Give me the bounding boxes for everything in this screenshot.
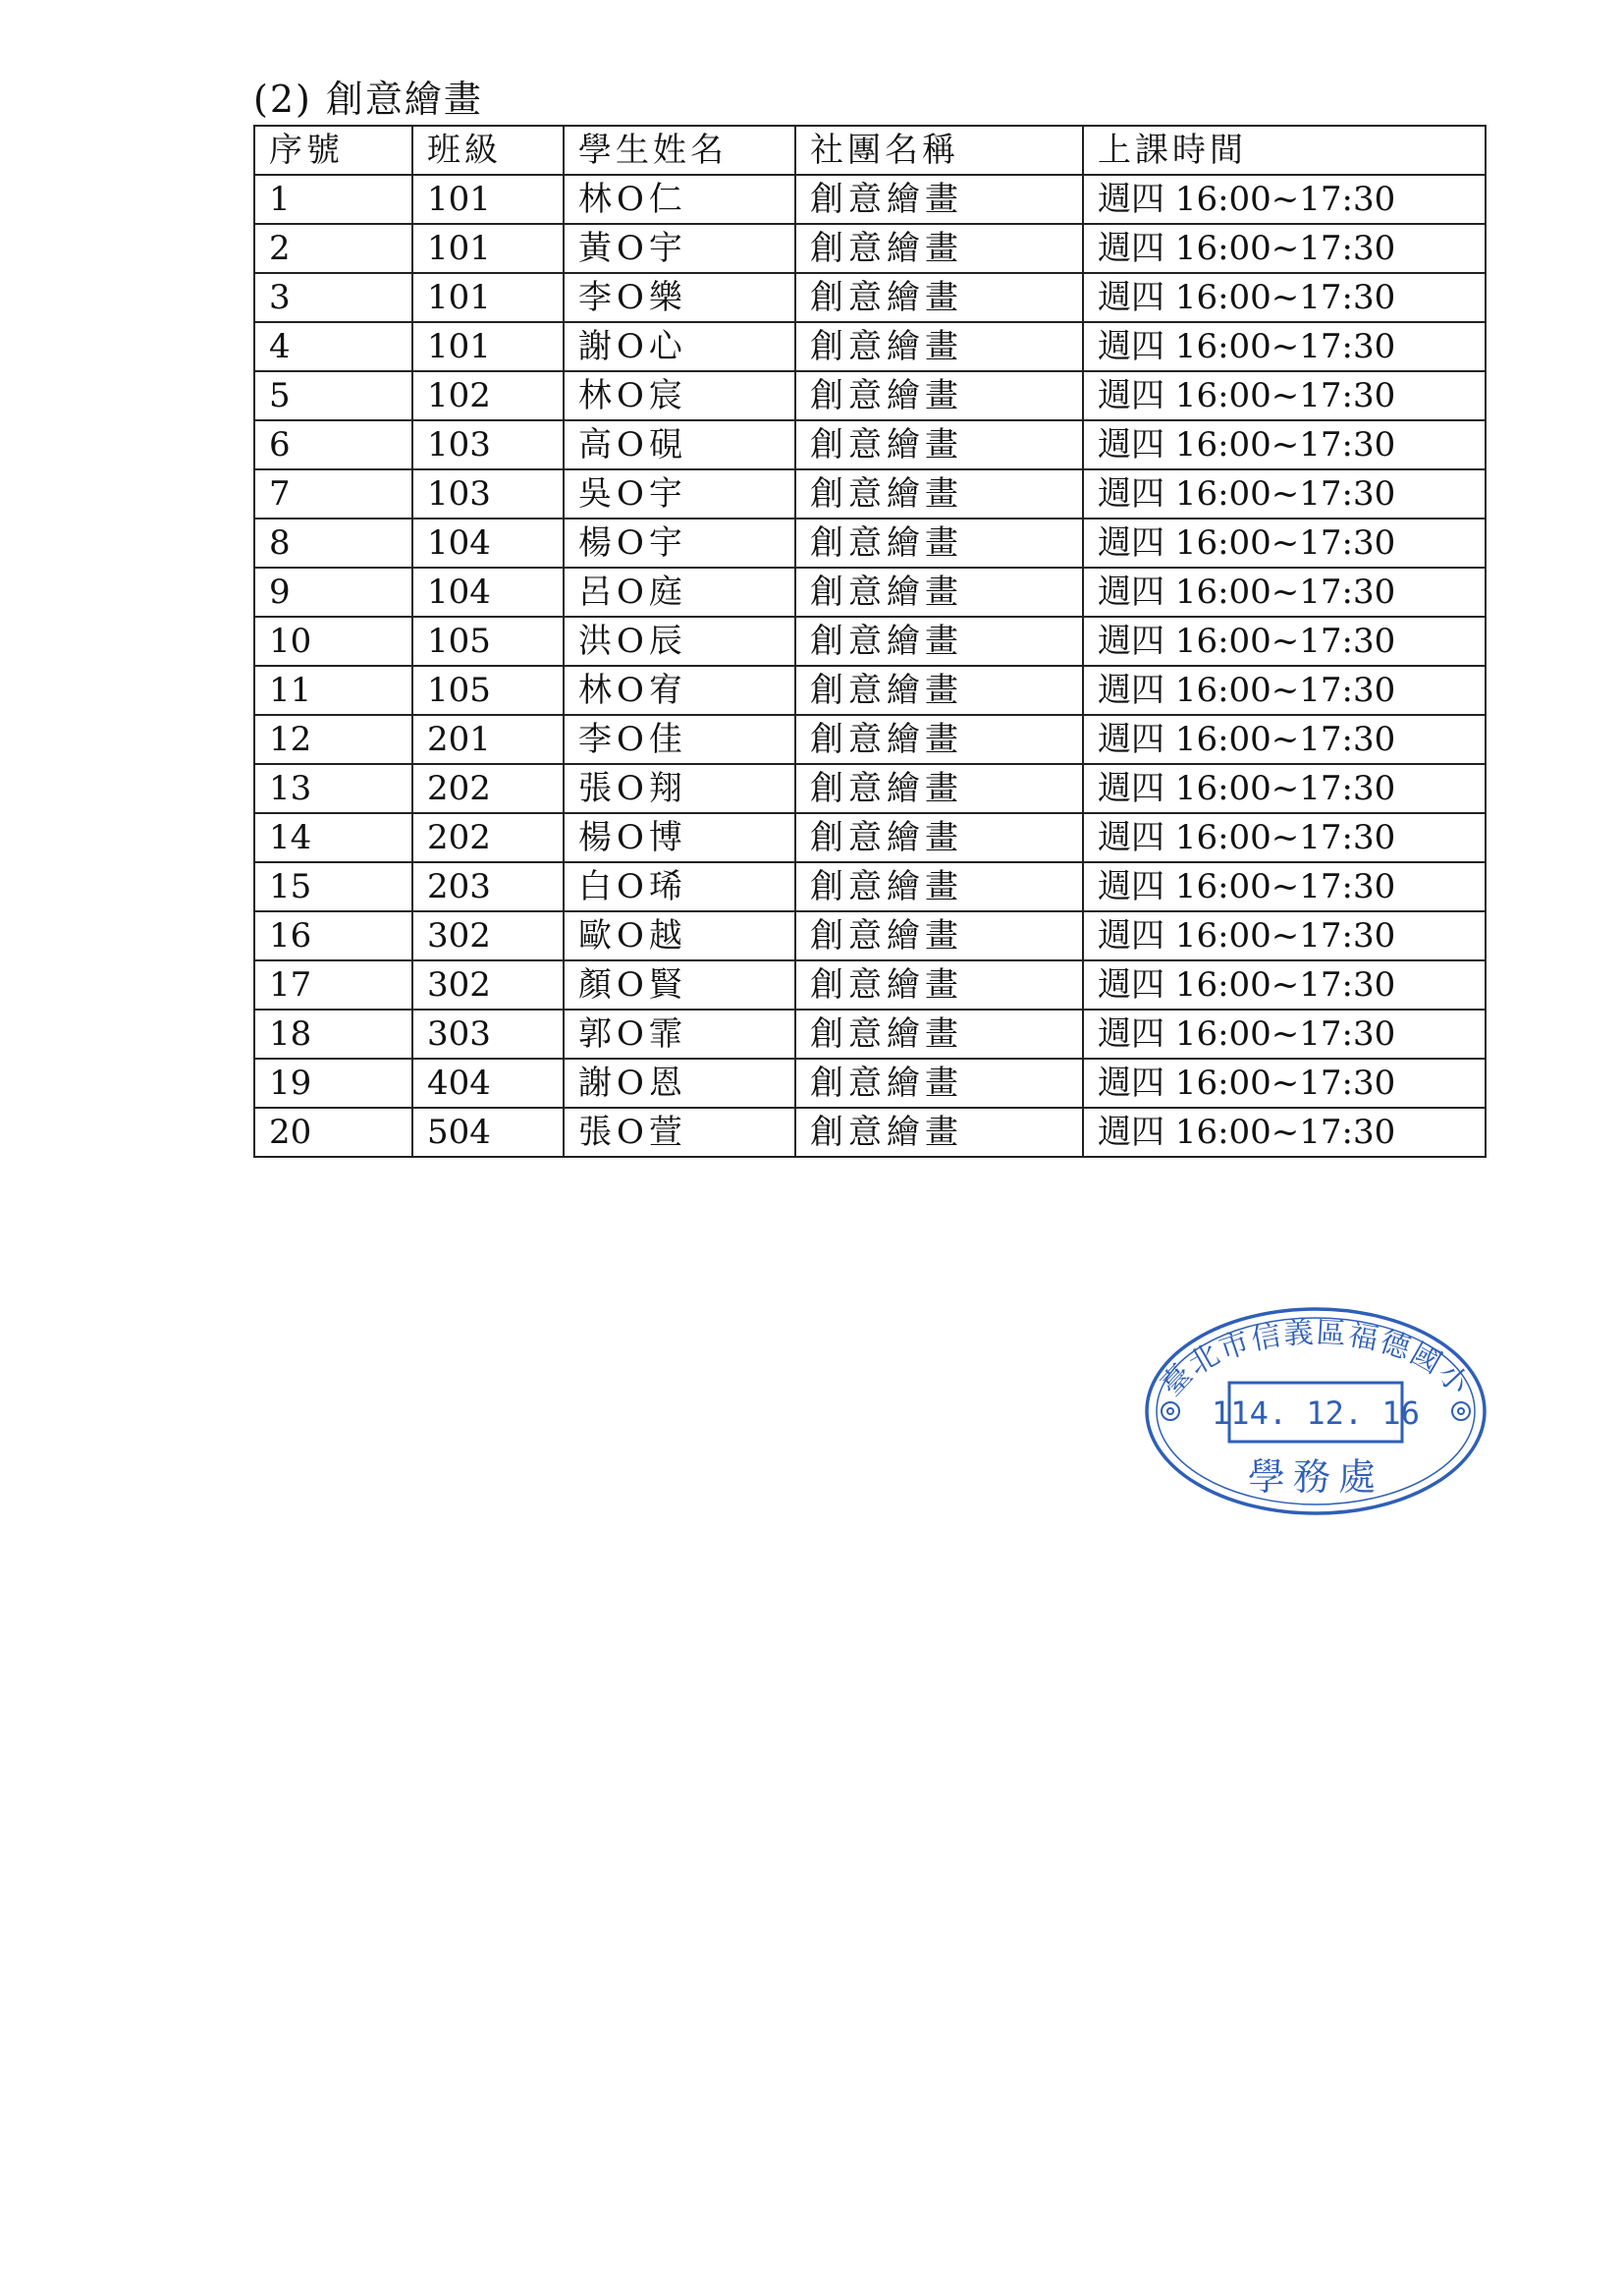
cell-club-name: 創意繪畫 <box>795 862 1083 911</box>
header-class: 班級 <box>412 126 564 175</box>
cell-class-time: 週四 16:00~17:30 <box>1083 175 1486 224</box>
table-row <box>254 666 1486 715</box>
cell-club-name: 創意繪畫 <box>795 420 1083 469</box>
cell-student-name: 吳O宇 <box>564 469 795 519</box>
cell-serial-number: 13 <box>254 764 412 813</box>
cell-class-time: 週四 16:00~17:30 <box>1083 568 1486 617</box>
cell-class: 101 <box>412 322 564 371</box>
table-row <box>254 175 1486 224</box>
stamp-office: 學務處 <box>1247 1455 1384 1499</box>
cell-club-name: 創意繪畫 <box>795 960 1083 1010</box>
cell-class-time: 週四 16:00~17:30 <box>1083 469 1486 519</box>
cell-serial-number: 9 <box>254 568 412 617</box>
table-row <box>254 911 1486 960</box>
cell-serial-number: 2 <box>254 224 412 273</box>
cell-serial-number: 14 <box>254 813 412 862</box>
cell-class: 504 <box>412 1108 564 1157</box>
cell-student-name: 楊O宇 <box>564 519 795 568</box>
table-row <box>254 764 1486 813</box>
cell-club-name: 創意繪畫 <box>795 715 1083 764</box>
cell-student-name: 郭O霏 <box>564 1010 795 1059</box>
cell-club-name: 創意繪畫 <box>795 568 1083 617</box>
cell-club-name: 創意繪畫 <box>795 1108 1083 1157</box>
cell-student-name: 黃O宇 <box>564 224 795 273</box>
cell-club-name: 創意繪畫 <box>795 1010 1083 1059</box>
cell-serial-number: 18 <box>254 1010 412 1059</box>
cell-class-time: 週四 16:00~17:30 <box>1083 273 1486 322</box>
cell-class: 105 <box>412 617 564 666</box>
cell-student-name: 林O宸 <box>564 371 795 420</box>
cell-serial-number: 11 <box>254 666 412 715</box>
cell-class: 202 <box>412 813 564 862</box>
cell-class-time: 週四 16:00~17:30 <box>1083 1059 1486 1108</box>
table-row <box>254 322 1486 371</box>
header-club-name: 社團名稱 <box>795 126 1083 175</box>
table-row <box>254 371 1486 420</box>
cell-club-name: 創意繪畫 <box>795 519 1083 568</box>
cell-class: 103 <box>412 420 564 469</box>
cell-student-name: 顏O賢 <box>564 960 795 1010</box>
cell-class-time: 週四 16:00~17:30 <box>1083 420 1486 469</box>
header-serial-number: 序號 <box>254 126 412 175</box>
cell-class: 101 <box>412 273 564 322</box>
cell-serial-number: 20 <box>254 1108 412 1157</box>
cell-class: 303 <box>412 1010 564 1059</box>
cell-club-name: 創意繪畫 <box>795 175 1083 224</box>
table-row <box>254 1010 1486 1059</box>
table-row <box>254 224 1486 273</box>
stamp-right-flower-icon <box>1452 1402 1470 1420</box>
table-row <box>254 568 1486 617</box>
cell-club-name: 創意繪畫 <box>795 322 1083 371</box>
cell-student-name: 洪O辰 <box>564 617 795 666</box>
cell-serial-number: 12 <box>254 715 412 764</box>
cell-class-time: 週四 16:00~17:30 <box>1083 519 1486 568</box>
table-body <box>254 175 1486 1157</box>
stamp-org-text: 臺北市信義區福德國小 <box>1154 1315 1478 1403</box>
table-row <box>254 273 1486 322</box>
cell-class-time: 週四 16:00~17:30 <box>1083 764 1486 813</box>
cell-student-name: 李O樂 <box>564 273 795 322</box>
cell-student-name: 高O硯 <box>564 420 795 469</box>
roster-table <box>253 125 1487 1158</box>
cell-club-name: 創意繪畫 <box>795 813 1083 862</box>
cell-student-name: 林O宥 <box>564 666 795 715</box>
cell-club-name: 創意繪畫 <box>795 911 1083 960</box>
cell-serial-number: 16 <box>254 911 412 960</box>
cell-class: 101 <box>412 175 564 224</box>
cell-class: 101 <box>412 224 564 273</box>
cell-club-name: 創意繪畫 <box>795 224 1083 273</box>
cell-class-time: 週四 16:00~17:30 <box>1083 322 1486 371</box>
cell-serial-number: 1 <box>254 175 412 224</box>
cell-class: 105 <box>412 666 564 715</box>
cell-serial-number: 6 <box>254 420 412 469</box>
table-row <box>254 469 1486 519</box>
cell-student-name: 呂O庭 <box>564 568 795 617</box>
cell-class: 202 <box>412 764 564 813</box>
cell-serial-number: 10 <box>254 617 412 666</box>
cell-club-name: 創意繪畫 <box>795 371 1083 420</box>
header-class-time: 上課時間 <box>1083 126 1486 175</box>
table-row <box>254 862 1486 911</box>
cell-class-time: 週四 16:00~17:30 <box>1083 371 1486 420</box>
cell-student-name: 李O佳 <box>564 715 795 764</box>
cell-club-name: 創意繪畫 <box>795 1059 1083 1108</box>
cell-class: 302 <box>412 960 564 1010</box>
table-header-row <box>254 126 1486 175</box>
cell-student-name: 謝O心 <box>564 322 795 371</box>
cell-class: 404 <box>412 1059 564 1108</box>
cell-student-name: 林O仁 <box>564 175 795 224</box>
cell-club-name: 創意繪畫 <box>795 764 1083 813</box>
cell-club-name: 創意繪畫 <box>795 469 1083 519</box>
cell-serial-number: 7 <box>254 469 412 519</box>
cell-class-time: 週四 16:00~17:30 <box>1083 1108 1486 1157</box>
cell-serial-number: 17 <box>254 960 412 1010</box>
cell-club-name: 創意繪畫 <box>795 666 1083 715</box>
header-student-name: 學生姓名 <box>564 126 795 175</box>
cell-class-time: 週四 16:00~17:30 <box>1083 911 1486 960</box>
cell-student-name: 白O琋 <box>564 862 795 911</box>
cell-class-time: 週四 16:00~17:30 <box>1083 862 1486 911</box>
cell-serial-number: 15 <box>254 862 412 911</box>
cell-student-name: 歐O越 <box>564 911 795 960</box>
table-row <box>254 420 1486 469</box>
svg-text:臺北市信義區福德國小 <box>1155 1316 1477 1403</box>
table-row <box>254 960 1486 1010</box>
cell-club-name: 創意繪畫 <box>795 273 1083 322</box>
cell-serial-number: 5 <box>254 371 412 420</box>
table-row <box>254 617 1486 666</box>
cell-student-name: 張O萱 <box>564 1108 795 1157</box>
cell-class-time: 週四 16:00~17:30 <box>1083 617 1486 666</box>
cell-class: 102 <box>412 371 564 420</box>
cell-serial-number: 4 <box>254 322 412 371</box>
cell-class-time: 週四 16:00~17:30 <box>1083 715 1486 764</box>
cell-class-time: 週四 16:00~17:30 <box>1083 813 1486 862</box>
cell-class: 104 <box>412 519 564 568</box>
cell-class: 201 <box>412 715 564 764</box>
table-row <box>254 1059 1486 1108</box>
table-row <box>254 519 1486 568</box>
school-office-stamp <box>1139 1301 1492 1522</box>
table-row <box>254 715 1486 764</box>
cell-class-time: 週四 16:00~17:30 <box>1083 1010 1486 1059</box>
cell-class-time: 週四 16:00~17:30 <box>1083 960 1486 1010</box>
cell-class: 302 <box>412 911 564 960</box>
cell-student-name: 楊O博 <box>564 813 795 862</box>
cell-class-time: 週四 16:00~17:30 <box>1083 224 1486 273</box>
cell-serial-number: 19 <box>254 1059 412 1108</box>
cell-class: 203 <box>412 862 564 911</box>
cell-club-name: 創意繪畫 <box>795 617 1083 666</box>
cell-student-name: 張O翔 <box>564 764 795 813</box>
stamp-date: 114. 12. 16 <box>1212 1394 1420 1432</box>
cell-serial-number: 3 <box>254 273 412 322</box>
section-title: (2) 創意繪畫 <box>253 78 483 121</box>
cell-class: 104 <box>412 568 564 617</box>
cell-student-name: 謝O恩 <box>564 1059 795 1108</box>
cell-serial-number: 8 <box>254 519 412 568</box>
table-row <box>254 813 1486 862</box>
table-row <box>254 1108 1486 1157</box>
stamp-left-flower-icon <box>1162 1402 1179 1420</box>
cell-class-time: 週四 16:00~17:30 <box>1083 666 1486 715</box>
cell-class: 103 <box>412 469 564 519</box>
